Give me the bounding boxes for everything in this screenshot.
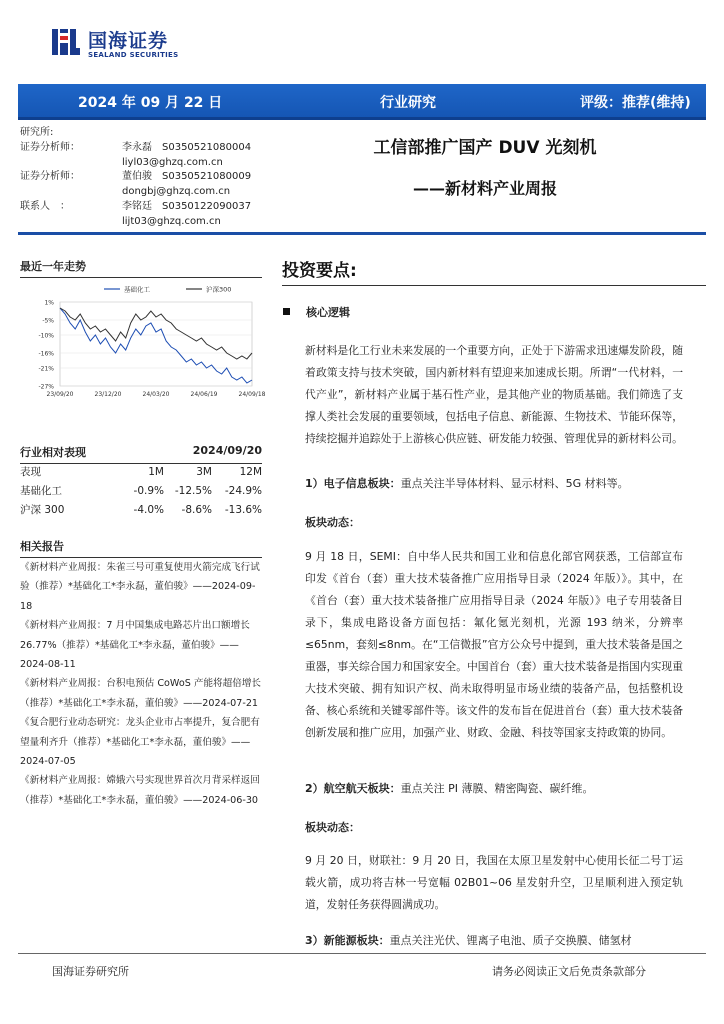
report-title: 工信部推广国产 DUV 光刻机 [373, 138, 597, 158]
researcher-role: 联系人 ： [20, 200, 70, 212]
report-rating: 评级：推荐(维持) [580, 95, 691, 111]
footer-institute: 国海证券研究所 [52, 965, 129, 978]
perf-header-row [20, 462, 262, 481]
section-focus: 重点关注 PI 薄膜、精密陶瓷、碳纤维。 [400, 782, 594, 795]
perf-cell: -24.9% [224, 484, 262, 497]
y-tick-label: -27% [38, 383, 54, 391]
trend-heading: 最近一年走势 [20, 258, 262, 278]
section-focus: 重点关注半导体材料、显示材料、5G 材料等。 [400, 477, 629, 490]
logo-text-en: SEALAND SECURITIES [88, 51, 179, 59]
researcher-row [20, 185, 290, 200]
y-tick-label: -10% [38, 332, 54, 340]
electronics-section [305, 475, 629, 491]
researcher-value: 李永磊 S0350521080004 [122, 141, 252, 153]
related-reports [20, 558, 262, 810]
researcher-row [20, 215, 290, 230]
core-logic-heading [283, 304, 350, 320]
researcher-row [20, 170, 290, 185]
perf-row [20, 500, 262, 519]
y-tick-label: -5% [42, 317, 54, 325]
legend-label: 沪深300 [206, 285, 232, 294]
perf-table [20, 462, 262, 519]
researcher-row [20, 156, 290, 171]
perf-heading: 行业相对表现 [20, 446, 86, 459]
perf-col-header: 表现 [20, 466, 41, 478]
section-label: 1）电子信息板块： [305, 477, 401, 490]
investment-highlights-title: 投资要点: [282, 261, 357, 281]
trend-chart-svg [20, 280, 266, 410]
aerospace-dynamics-paragraph: 9 月 20 日，财联社：9 月 20 日，我国在太原卫星发射中心使用长征二号丁运载火箭，成功将吉林一号宽幅 02B01~06 星发射升空，卫星顺利进入预定轨道，发射任务获得圆满成功。 [305, 854, 683, 911]
reports-heading: 相关报告 [20, 538, 262, 558]
perf-heading-row [20, 444, 262, 464]
related-report-link[interactable]: 《复合肥行业动态研究：龙头企业市占率提升，复合肥有望量利齐升（推荐）*基础化工*李永磊，董伯骏》——2024-07-05 [20, 717, 260, 768]
perf-cell: 基础化工 [20, 485, 62, 497]
investment-title-rule [282, 285, 706, 286]
researcher-row [20, 200, 290, 215]
series-line-industry [60, 308, 252, 383]
company-logo [50, 22, 250, 64]
x-tick-label: 24/09/18 [238, 391, 266, 398]
footer-disclaimer: 请务必阅读正文后免责条款部分 [492, 965, 646, 978]
report-subtitle: ——新材料产业周报 [412, 179, 557, 198]
perf-cell: -4.0% [133, 503, 164, 516]
related-report-link[interactable]: 《新材料产业周报：7 月中国集成电路芯片出口额增长 26.77%（推荐）*基础化工*李永磊，董伯骏》——2024-08-11 [20, 620, 250, 671]
perf-col-header: 3M [196, 465, 212, 478]
core-logic-paragraph: 新材料是化工行业未来发展的一个重要方向，正处于下游需求迅速爆发阶段，随着政策支持与技术突破，国内新材料有望迎来加速成长期。所谓“一代材料，一代产业”，新材料产业属于基石性产业，是其他产业的物质基础。我们筛选了支撑人类社会发展的重要领域，包括电子信息、新能源、生物技术、节能环保等，持续挖掘并追踪处于上游核心供应链、研发能力较强、管理优异的新材料公司。 [305, 344, 683, 445]
new-energy-section [305, 932, 632, 948]
researcher-role: 证券分析师： [20, 171, 80, 183]
researcher-role: 证券分析师： [20, 141, 80, 153]
researcher-role [20, 215, 122, 230]
core-logic-label: 核心逻辑 [306, 306, 350, 319]
perf-cell: -13.6% [224, 503, 262, 516]
perf-cell: -0.9% [133, 484, 164, 497]
footer-rule [18, 953, 706, 954]
x-tick-label: 24/06/19 [190, 391, 218, 398]
y-tick-label: 1% [44, 299, 54, 307]
perf-cell: -8.6% [181, 503, 212, 516]
trend-chart [20, 280, 266, 410]
section-focus: 重点关注光伏、锂离子电池、质子交换膜、储氢材 [389, 934, 632, 947]
researcher-row [20, 141, 290, 156]
sector-dynamics-label: 板块动态： [305, 516, 360, 529]
researcher-value: 李铭廷 S0350122090037 [122, 200, 252, 212]
section-label: 2）航空航天板块： [305, 782, 401, 795]
square-bullet-icon [283, 308, 290, 315]
report-date: 2024 年 09 月 22 日 [78, 95, 223, 111]
electronics-dynamics-paragraph: 9 月 18 日，SEMI：自中华人民共和国工业和信息化部官网获悉，工信部宣布印发《首台（套）重大技术装备推广应用指导目录（2024 年版）》。其中，在《首台（套）重大技术装备推广应用指导目录（2024 年版）》电子专用装备目录下，集成电路设备方面包括：氟化氪光刻机，光源 193 纳米，分辨率≤65nm，套刻≤8nm。在“工信微报”官方公众号中提到，重大技术装备是国之重器，事关综合国力和国家安全。中国首台（套）重大技术装备是指国内实现重大技术突破、拥有知识产权、尚未取得明显市场业绩的装备产品，包括整机设备、核心系统和关键零部件等。该文件的发布旨在促进首台（套）重大技术装备创新发展和推广应用，加强产业、财政、金融、科技等国家支持政策的协同。 [305, 550, 683, 739]
researcher-value: 董伯骏 S0350521080009 [122, 171, 252, 183]
section-label: 3）新能源板块： [305, 934, 390, 947]
header-divider [18, 232, 706, 235]
researcher-email: liyl03@ghzq.com.cn [122, 156, 223, 168]
researcher-info [20, 126, 290, 230]
related-report-link[interactable]: 《新材料产业周报：台积电预估 CoWoS 产能将超倍增长（推荐）*基础化工*李永磊，董伯骏》——2024-07-21 [20, 678, 262, 709]
related-report-link[interactable]: 《新材料产业周报：朱雀三号可重复使用火箭完成飞行试验（推荐）*基础化工*李永磊，董伯骏》——2024-09-18 [20, 562, 260, 612]
x-tick-label: 24/03/20 [142, 391, 170, 398]
perf-cell: 沪深 300 [20, 504, 65, 516]
researcher-heading: 研究所: [20, 127, 54, 138]
sector-dynamics-label: 板块动态： [305, 821, 360, 834]
y-tick-label: -16% [38, 350, 54, 358]
perf-col-header: 12M [239, 465, 262, 478]
researcher-email: lijt03@ghzq.com.cn [122, 215, 221, 227]
x-tick-label: 23/09/20 [46, 391, 74, 398]
researcher-email: dongbj@ghzq.com.cn [122, 186, 231, 198]
report-banner [18, 84, 706, 120]
related-report-link[interactable]: 《新材料产业周报：嫦娥六号实现世界首次月背采样返回（推荐）*基础化工*李永磊，董伯骏》——2024-06-30 [20, 775, 260, 806]
report-category: 行业研究 [380, 95, 436, 111]
perf-cell: -12.5% [174, 484, 212, 497]
perf-date: 2024/09/20 [192, 444, 262, 457]
aerospace-section [305, 780, 594, 796]
plot-frame [60, 302, 252, 386]
researcher-heading-row [20, 126, 290, 141]
legend-label: 基础化工 [124, 285, 150, 294]
perf-row [20, 481, 262, 500]
logo-text-cn: 国海证券 [88, 30, 169, 52]
series-line-index [60, 308, 252, 359]
x-tick-label: 23/12/20 [94, 391, 122, 398]
sealand-logo-icon [50, 26, 82, 58]
perf-col-header: 1M [148, 465, 164, 478]
y-tick-label: -21% [38, 365, 54, 373]
researcher-role [20, 185, 122, 200]
researcher-role [20, 156, 122, 171]
